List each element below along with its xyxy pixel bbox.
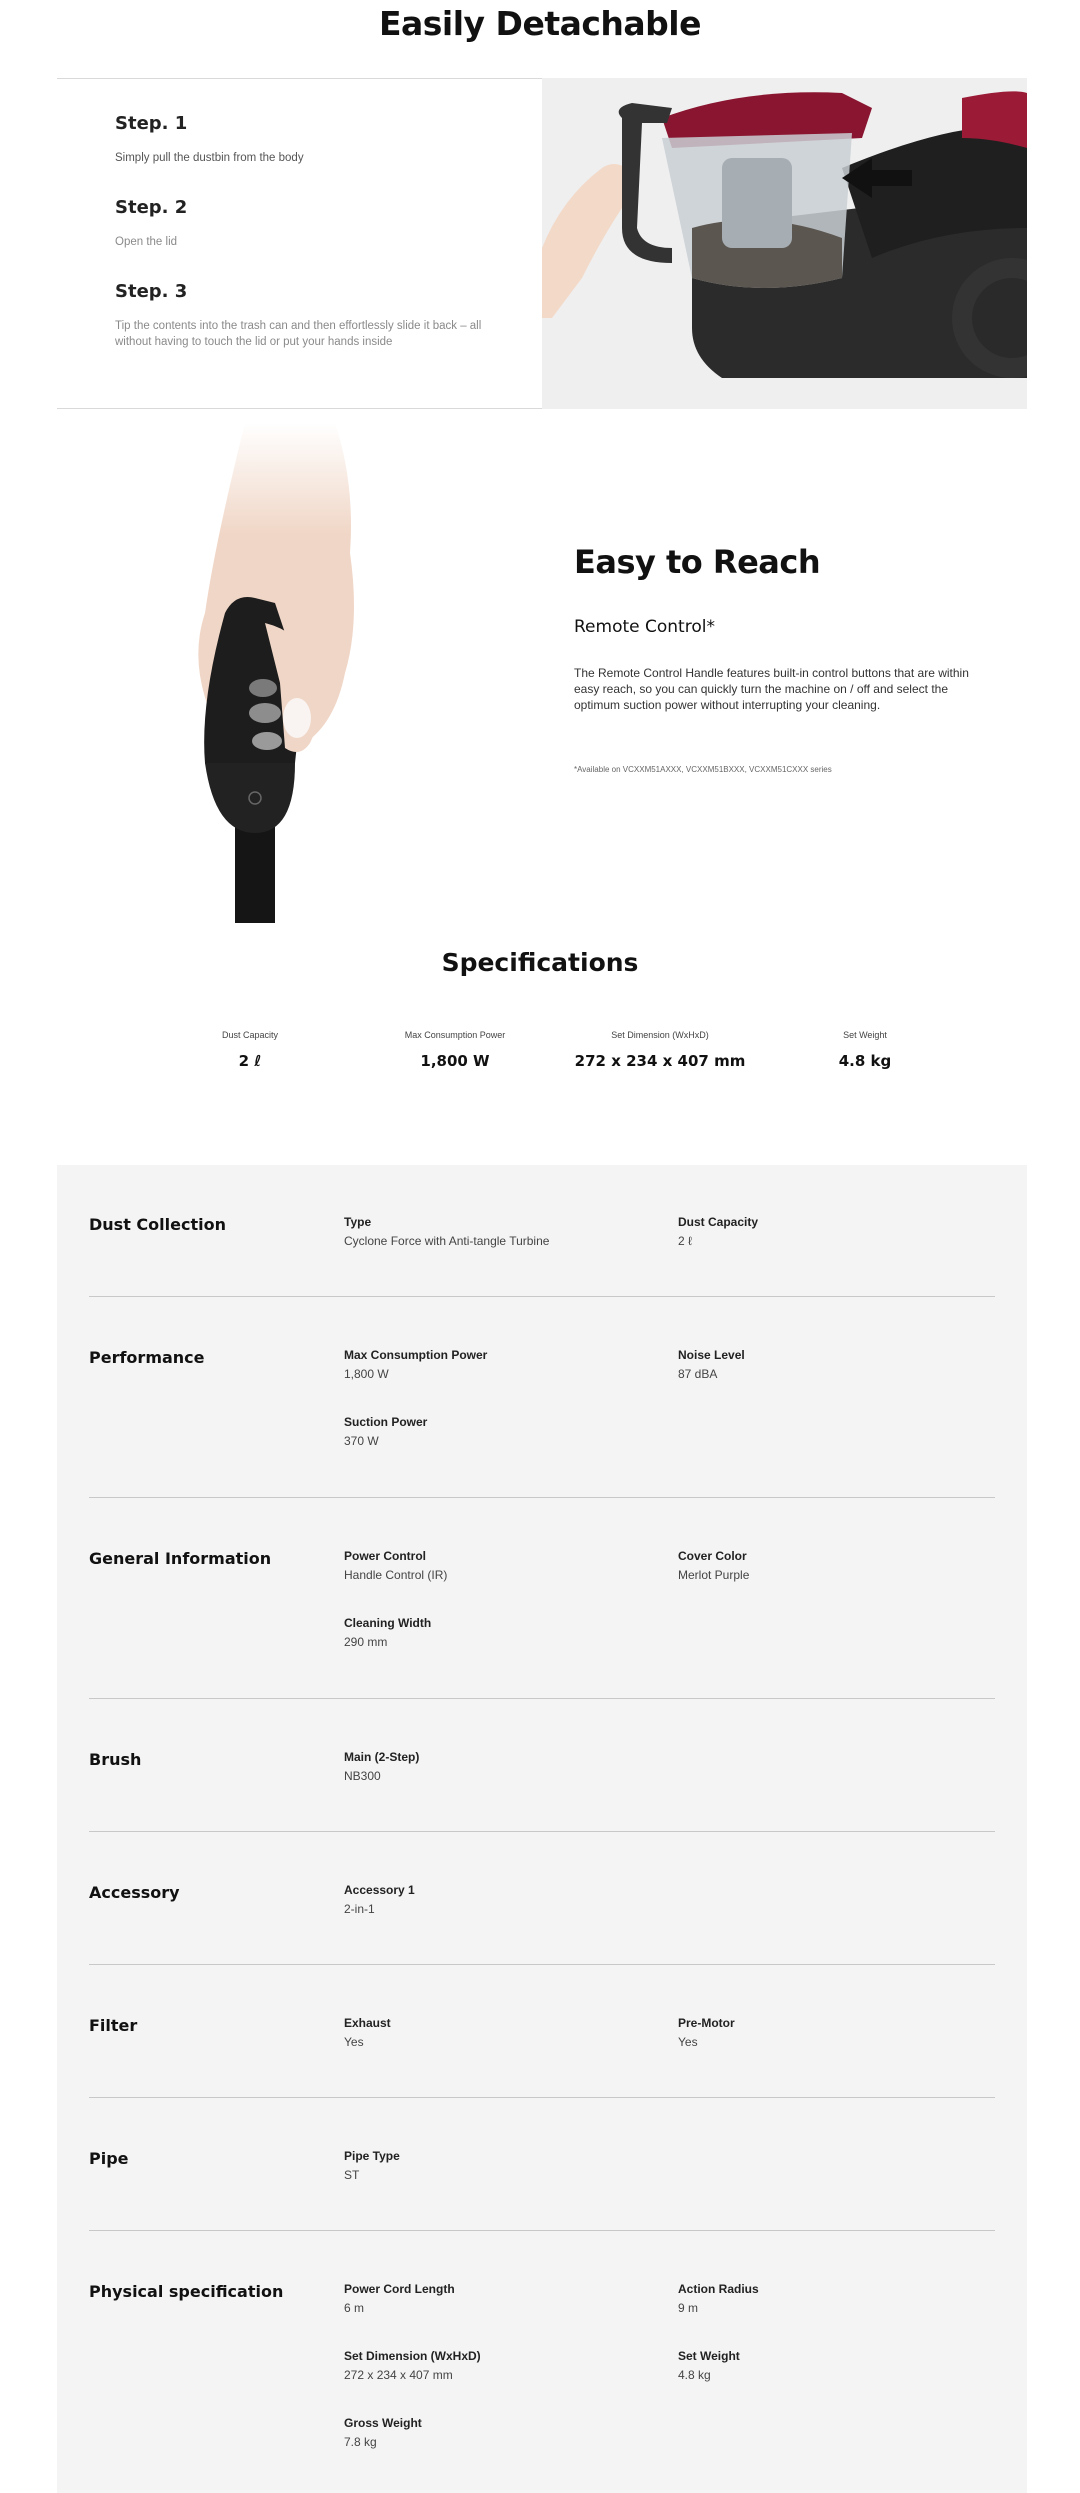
- spec-item: [344, 2416, 644, 2449]
- spec-value: 2-in-1: [344, 1902, 375, 1916]
- spec-item: [344, 1883, 644, 1916]
- spec-group-name: Filter: [89, 2016, 138, 2035]
- spec-value: Yes: [678, 2035, 698, 2049]
- spec-value: ST: [344, 2168, 360, 2182]
- spec-key: Power Control: [344, 1549, 427, 1563]
- step-title: Step. 2: [115, 197, 188, 218]
- spec-label: Set Dimension (WxHxD): [611, 1030, 709, 1040]
- spec-value: Cyclone Force with Anti-tangle Turbine: [344, 1234, 550, 1248]
- step-title: Step. 3: [115, 281, 188, 302]
- spec-key: Pipe Type: [344, 2149, 400, 2163]
- spec-value: Merlot Purple: [678, 1568, 750, 1582]
- spec-label: Set Weight: [843, 1030, 887, 1040]
- reach-title: Easy to Reach: [574, 543, 821, 581]
- spec-item: [678, 1348, 978, 1381]
- spec-value: 9 m: [678, 2301, 699, 2315]
- page-title: Easily Detachable: [378, 4, 702, 43]
- step-2: [115, 197, 515, 250]
- spec-value: Yes: [344, 2035, 364, 2049]
- spec-summary-item: [765, 1030, 965, 1070]
- spec-value: NB300: [344, 1769, 381, 1783]
- spec-item: [678, 1215, 978, 1248]
- reach-footnote: *Available on VCXXM51AXXX, VCXXM51BXXX, VCXXM51CXXX series: [574, 765, 832, 774]
- step-title: Step. 1: [115, 113, 188, 134]
- spec-group-filter: [89, 1966, 995, 2098]
- specifications-title: Specifications: [441, 948, 639, 977]
- spec-item: [344, 2349, 644, 2382]
- spec-value: 2 ℓ: [678, 1234, 692, 1248]
- spec-key: Power Cord Length: [344, 2282, 455, 2296]
- spec-value: 6 m: [344, 2301, 365, 2315]
- spec-group-pipe: [89, 2099, 995, 2231]
- spec-group-performance: [89, 1298, 995, 1498]
- spec-key: Max Consumption Power: [344, 1348, 488, 1362]
- spec-key: Dust Capacity: [678, 1215, 759, 1229]
- spec-group-name: Dust Collection: [89, 1215, 226, 1234]
- reach-description: The Remote Control Handle features built-in control buttons that are within easy reach, so you can quickly turn the machine on / off and select the optimum suction power without interrupting your cleaning.: [574, 666, 969, 712]
- spec-value: 2 ℓ: [238, 1052, 262, 1070]
- spec-key: Suction Power: [344, 1415, 428, 1429]
- spec-key: Cover Color: [678, 1549, 747, 1563]
- spec-group-brush: [89, 1700, 995, 1832]
- spec-key: Gross Weight: [344, 2416, 422, 2430]
- spec-item: [344, 1215, 644, 1248]
- spec-group-accessory: [89, 1833, 995, 1965]
- spec-item: [344, 2282, 644, 2315]
- spec-group-name: Accessory: [89, 1883, 180, 1902]
- spec-value: 7.8 kg: [344, 2435, 377, 2449]
- step-3: [115, 281, 515, 350]
- spec-key: Set Weight: [678, 2349, 740, 2363]
- step-description: Open the lid: [115, 236, 178, 248]
- remote-handle-image: [185, 423, 385, 923]
- spec-value: 272 x 234 x 407 mm: [574, 1052, 746, 1070]
- spec-label: Dust Capacity: [221, 1030, 279, 1040]
- spec-key: Action Radius: [678, 2282, 759, 2296]
- vacuum-dustbin-illustration: [542, 78, 1027, 409]
- spec-group-name: Physical specification: [89, 2282, 284, 2301]
- spec-item: [344, 1750, 644, 1783]
- spec-item: [344, 1616, 644, 1649]
- dustbin-image: [542, 78, 1027, 409]
- spec-item: [344, 1549, 644, 1582]
- spec-table: [57, 1165, 1027, 2493]
- spec-value: 4.8 kg: [838, 1052, 892, 1070]
- spec-group-name: Performance: [89, 1348, 205, 1367]
- spec-key: Type: [344, 1215, 372, 1229]
- spec-group-dust-collection: [89, 1165, 995, 1297]
- spec-group-physical-specification: [89, 2232, 995, 2493]
- spec-value: 1,800 W: [420, 1052, 490, 1070]
- spec-summary-item: [560, 1030, 760, 1070]
- spec-item: [344, 1415, 644, 1448]
- spec-group-general-information: [89, 1499, 995, 1699]
- spec-key: Noise Level: [678, 1348, 745, 1362]
- spec-value: 290 mm: [344, 1635, 388, 1649]
- steps-panel: [57, 78, 542, 409]
- spec-summary-item: [355, 1030, 555, 1070]
- detachable-section: [57, 78, 1027, 409]
- spec-item: [344, 2016, 644, 2049]
- remote-handle-illustration: [185, 423, 385, 923]
- spec-value: 370 W: [344, 1434, 379, 1448]
- spec-item: [678, 2349, 978, 2382]
- step-description: Tip the contents into the trash can and then effortlessly slide it back – all without having to touch the lid or put your hands inside: [115, 320, 482, 348]
- spec-item: [344, 1348, 644, 1381]
- spec-summary-item: [150, 1030, 350, 1070]
- spec-value: Handle Control (IR): [344, 1568, 448, 1582]
- spec-value: 87 dBA: [678, 1367, 718, 1381]
- spec-item: [678, 2016, 978, 2049]
- spec-group-name: Pipe: [89, 2149, 129, 2168]
- spec-key: Exhaust: [344, 2016, 391, 2030]
- spec-item: [344, 2149, 644, 2182]
- reach-subtitle: Remote Control*: [574, 617, 715, 637]
- spec-value: 1,800 W: [344, 1367, 389, 1381]
- step-1: [115, 113, 515, 166]
- spec-key: Cleaning Width: [344, 1616, 432, 1630]
- spec-item: [678, 1549, 978, 1582]
- spec-summary: [150, 1030, 930, 1090]
- spec-label: Max Consumption Power: [404, 1030, 506, 1040]
- spec-key: Pre-Motor: [678, 2016, 735, 2030]
- spec-key: Set Dimension (WxHxD): [344, 2349, 481, 2363]
- spec-key: Accessory 1: [344, 1883, 415, 1897]
- spec-value: 4.8 kg: [678, 2368, 711, 2382]
- step-description: Simply pull the dustbin from the body: [115, 152, 304, 164]
- spec-key: Main (2-Step): [344, 1750, 420, 1764]
- spec-group-name: General Information: [89, 1549, 272, 1568]
- spec-value: 272 x 234 x 407 mm: [344, 2368, 453, 2382]
- spec-group-name: Brush: [89, 1750, 142, 1769]
- spec-item: [678, 2282, 978, 2315]
